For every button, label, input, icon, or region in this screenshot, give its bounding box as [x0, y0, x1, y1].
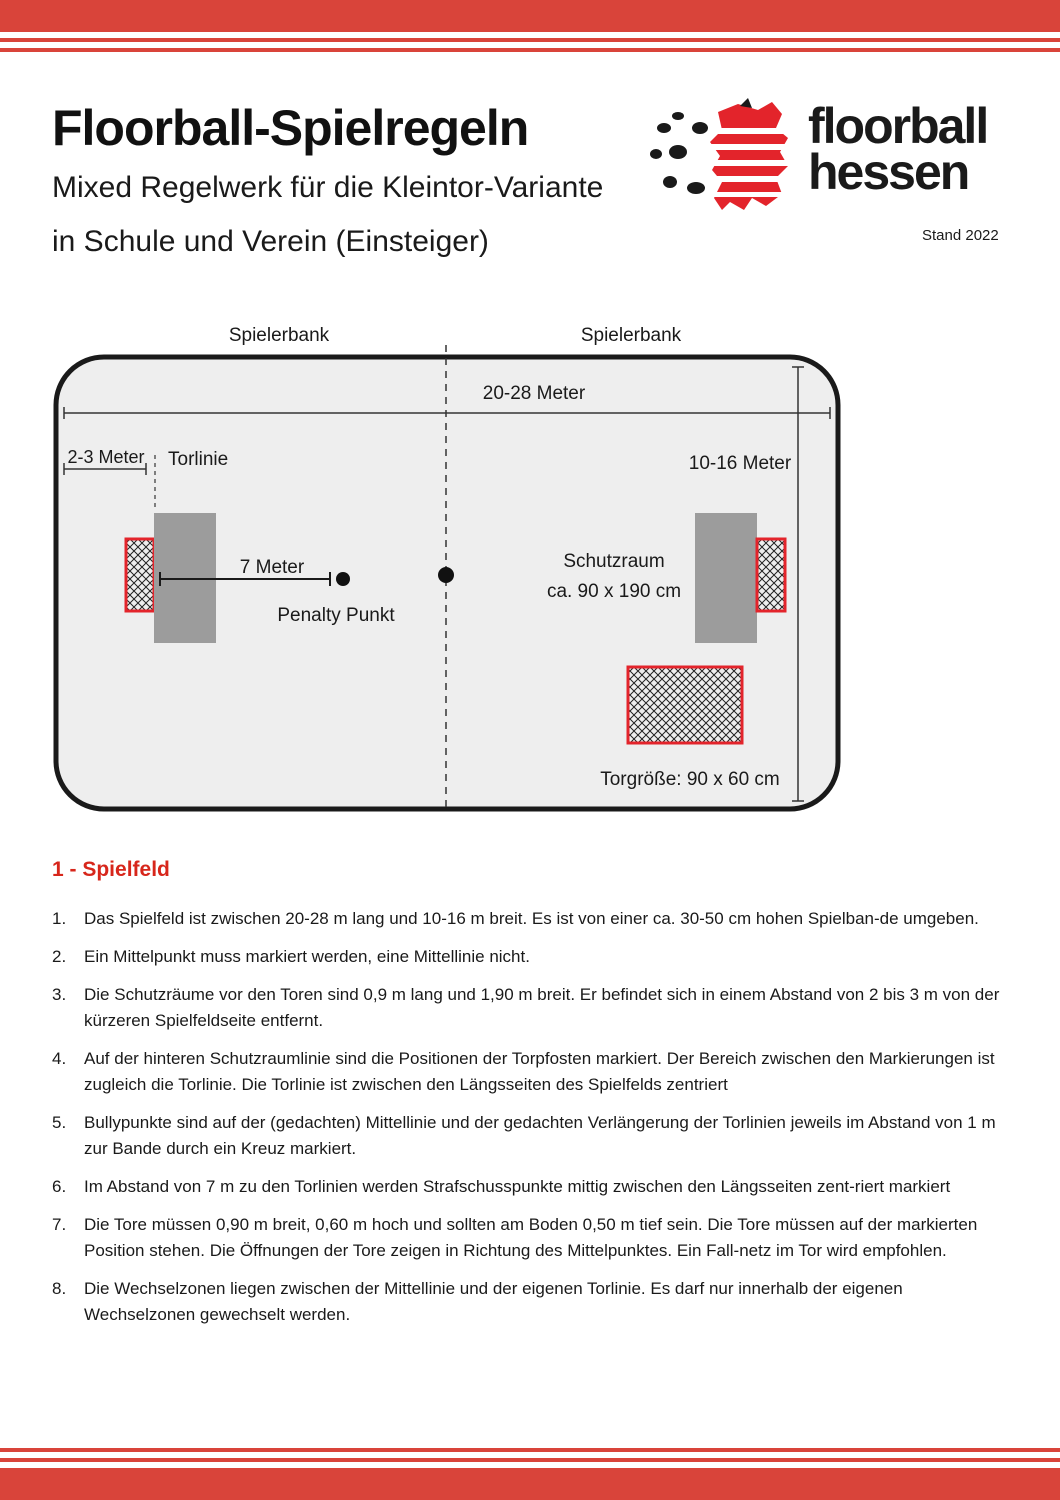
logo-text-hessen: hessen — [808, 144, 969, 200]
stripe — [0, 48, 1060, 52]
page-title: Floorball-Spielregeln — [52, 100, 529, 156]
rule-number: 4. — [52, 1049, 67, 1068]
goal-size-label: Torgröße: 90 x 60 cm — [600, 769, 780, 790]
center-point — [438, 567, 454, 583]
rule-number: 8. — [52, 1279, 67, 1298]
rule-number: 1. — [52, 909, 67, 928]
stripe — [0, 0, 1060, 32]
ball-icon — [650, 149, 662, 159]
rule-text: Ein Mittelpunkt muss markiert werden, eine Mittellinie nicht. — [84, 947, 530, 966]
subtitle-line-1: Mixed Regelwerk für die Kleintor-Variante — [52, 171, 604, 204]
field-diagram — [50, 315, 870, 815]
rule-text: Die Schutzräume vor den Toren sind 0,9 m lang und 1,90 m breit. Er befindet sich in einem Abstand von 2 bis 3 m von der kürzeren Spielfeldseite entfernt. — [84, 985, 1000, 1030]
hessian-lion-icon — [648, 98, 808, 218]
length-label: 20-28 Meter — [482, 383, 586, 404]
rule-number: 2. — [52, 947, 67, 966]
rule-item — [52, 1276, 1012, 1328]
ball-icon — [657, 123, 671, 133]
rule-text: Die Wechselzonen liegen zwischen der Mittellinie und der eigenen Torlinie. Es darf nur innerhalb der eigenen Wechselzonen gewechselt werden. — [84, 1279, 903, 1324]
rule-item — [52, 906, 1012, 932]
section-heading: 1 - Spielfeld — [52, 858, 170, 881]
logo-text-floorball: floorball — [808, 98, 988, 154]
rule-text: Auf der hinteren Schutzraumlinie sind die Positionen der Torpfosten markiert. Der Bereich zwischen den Markierungen ist zugleich die Torlinie. Die Torlinie ist zwischen den Längsseiten des Spielfelds zentriert — [84, 1049, 995, 1094]
rule-item — [52, 1212, 1012, 1264]
rule-item — [52, 982, 1012, 1034]
subtitle-line-2: in Schule und Verein (Einsteiger) — [52, 225, 489, 258]
rule-number: 5. — [52, 1113, 67, 1132]
rule-text: Im Abstand von 7 m zu den Torlinien werden Strafschusspunkte mittig zwischen den Längsseiten zent-riert markiert — [84, 1177, 951, 1196]
floorball-hessen-logo — [648, 98, 1018, 218]
ball-icon — [669, 145, 687, 159]
ball-icon — [663, 176, 677, 188]
rule-number: 3. — [52, 985, 67, 1004]
rule-item — [52, 944, 1012, 970]
goal-illustration — [628, 667, 742, 743]
ball-icon — [687, 182, 705, 194]
rule-item — [52, 1046, 1012, 1098]
stand-date: Stand 2022 — [922, 227, 999, 244]
crease-distance-label: 2-3 Meter — [67, 447, 145, 467]
stripe — [0, 1458, 1060, 1462]
width-label: 10-16 Meter — [688, 453, 792, 474]
stripe — [0, 1468, 1060, 1500]
ball-icon — [672, 112, 684, 120]
rule-number: 6. — [52, 1177, 67, 1196]
penalty-point — [336, 572, 350, 586]
bench-label-right: Spielerbank — [580, 325, 682, 346]
rule-text: Die Tore müssen 0,90 m breit, 0,60 m hoch und sollten am Boden 0,50 m tief sein. Die Tore müssen auf der markierten Position stehen. Die Öffnungen der Tore zeigen in Richtung des Mittelpunktes. Ein Fall-netz im Tor wird empfohlen. — [84, 1215, 978, 1260]
rule-number: 7. — [52, 1215, 67, 1234]
top-stripe-band — [0, 0, 1060, 60]
bottom-stripe-band — [0, 1440, 1060, 1500]
seven-meter-label: 7 Meter — [239, 557, 305, 578]
rule-text: Das Spielfeld ist zwischen 20-28 m lang und 10-16 m breit. Es ist von einer ca. 30-50 cm hohen Spielban-de umgeben. — [84, 909, 979, 928]
penalty-point-label: Penalty Punkt — [277, 605, 395, 626]
ball-icon — [692, 122, 708, 134]
rule-item — [52, 1174, 1012, 1200]
goal-line-label: Torlinie — [168, 449, 229, 470]
right-crease — [695, 513, 757, 643]
stripe — [0, 38, 1060, 42]
rule-text: Bullypunkte sind auf der (gedachten) Mittellinie und der gedachten Verlängerung der Torlinien jeweils im Abstand von 1 m zur Bande durch ein Kreuz markiert. — [84, 1113, 996, 1158]
stripe — [0, 1448, 1060, 1452]
rules-list — [52, 906, 1012, 1340]
left-goal — [126, 539, 154, 611]
rule-item — [52, 1110, 1012, 1162]
crease-label: Schutzraum — [563, 551, 665, 572]
crease-size-label: ca. 90 x 190 cm — [546, 581, 682, 602]
right-goal — [757, 539, 785, 611]
bench-label-left: Spielerbank — [228, 325, 330, 346]
